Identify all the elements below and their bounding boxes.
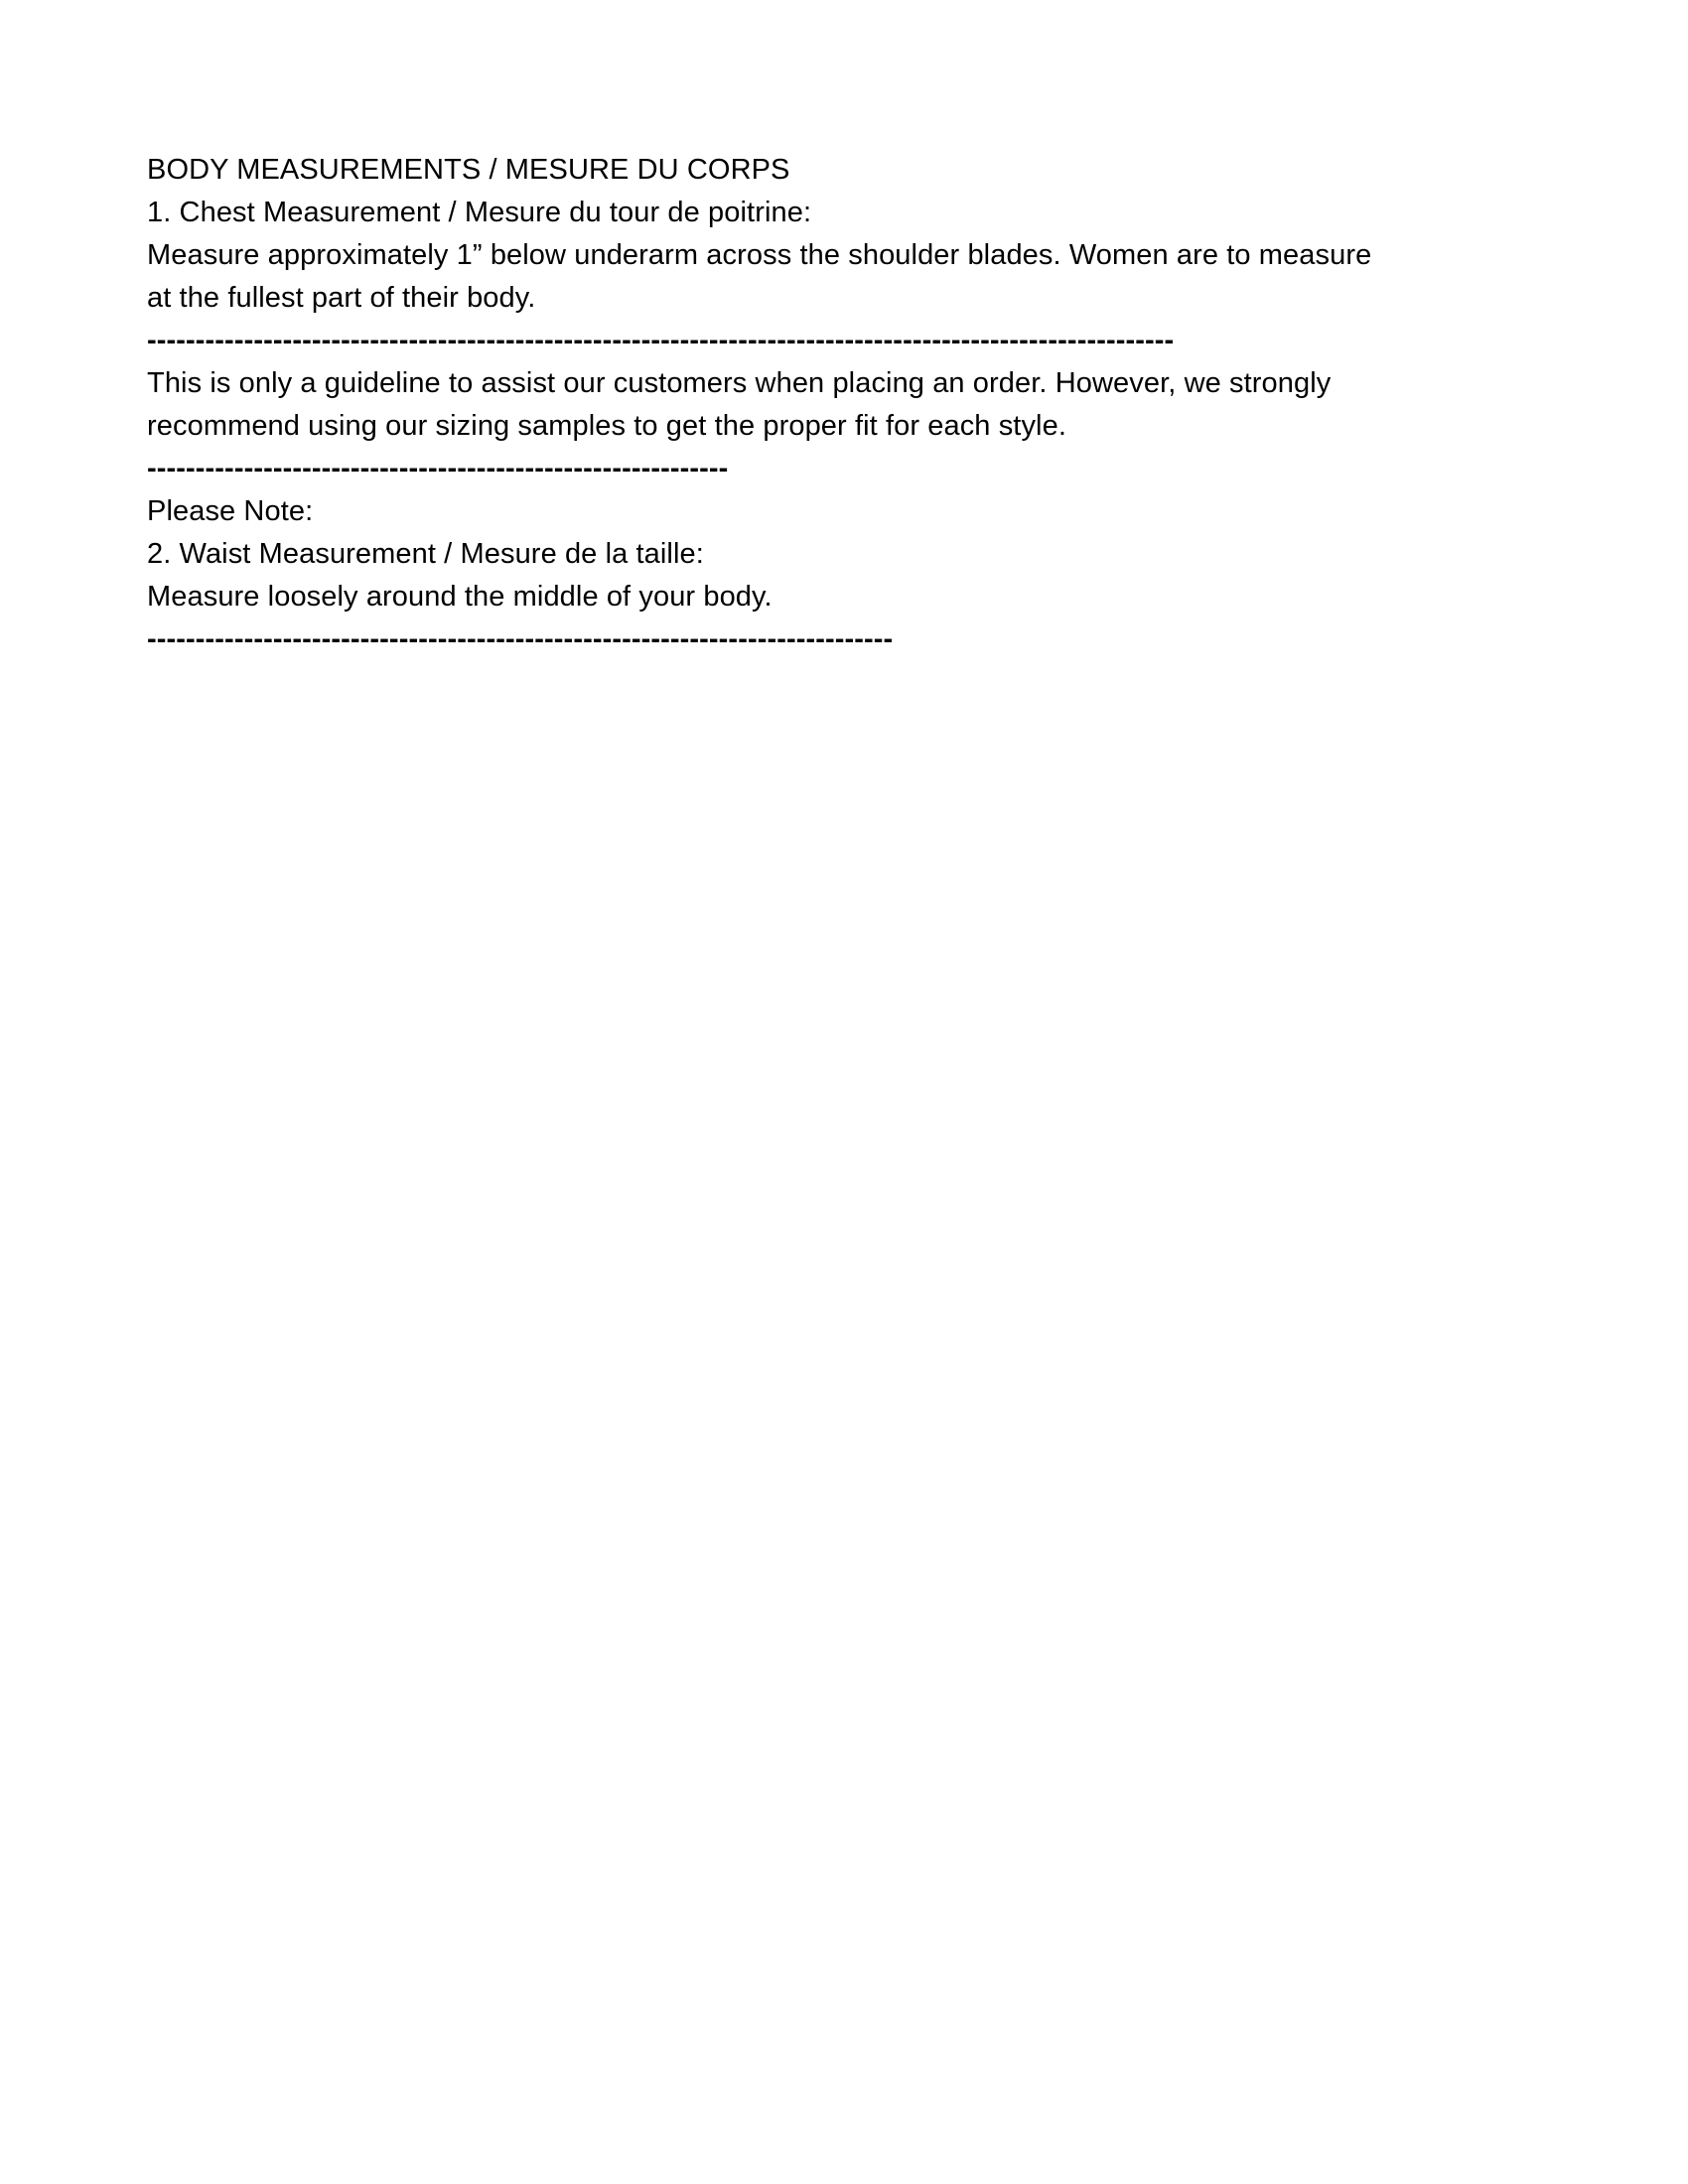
item-1-heading: 1. Chest Measurement / Mesure du tour de poitrine:: [147, 197, 812, 228]
document-title: BODY MEASUREMENTS / MESURE DU CORPS: [147, 154, 790, 186]
please-note-label: Please Note:: [147, 495, 314, 527]
document-content: [147, 149, 1557, 661]
item-1-body-line-2: at the fullest part of their body.: [147, 282, 536, 314]
divider-medium: -----------------------------------------------------------------------------: [147, 623, 894, 655]
guideline-line-2: recommend using our sizing samples to get the proper fit for each style.: [147, 410, 1066, 442]
guideline-line-1: This is only a guideline to assist our customers when placing an order. However, we strongly: [147, 367, 1332, 399]
item-2-body: Measure loosely around the middle of your body.: [147, 581, 773, 613]
divider-short: ------------------------------------------------------------: [147, 453, 729, 484]
divider-long: ----------------------------------------------------------------------------------------------------------: [147, 325, 1175, 356]
item-1-body-line-1: Measure approximately 1” below underarm across the shoulder blades. Women are to measure: [147, 239, 1372, 271]
item-2-heading: 2. Waist Measurement / Mesure de la taille:: [147, 538, 704, 570]
